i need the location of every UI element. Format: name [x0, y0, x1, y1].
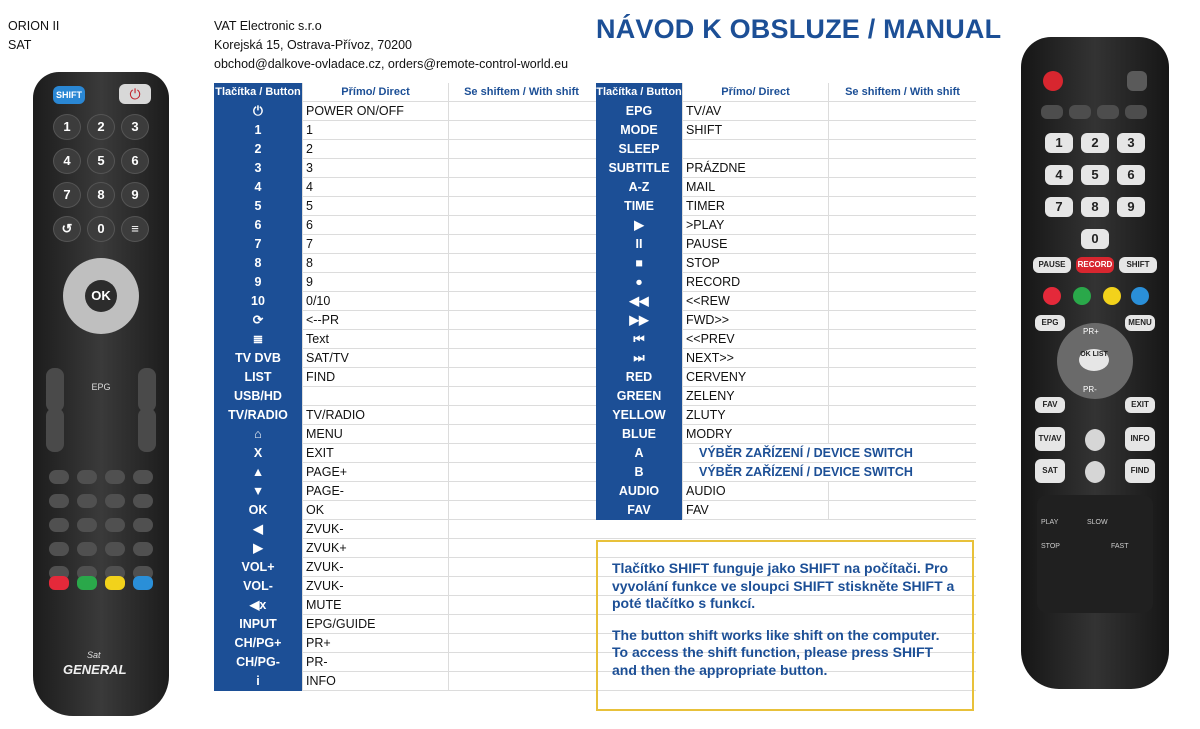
remote-left-image [33, 72, 169, 716]
direct-cell: TIMER [682, 197, 828, 216]
shift-cell [828, 425, 976, 444]
button-cell: INPUT [214, 615, 302, 634]
button-cell: ■ [596, 254, 682, 273]
remote-left-small-key [49, 518, 69, 532]
company-address: Korejská 15, Ostrava-Přívoz, 70200 [214, 38, 413, 52]
shift-cell [448, 653, 594, 672]
direct-cell: FWD>> [682, 311, 828, 330]
button-cell: X [214, 444, 302, 463]
button-cell: ⏻ [214, 102, 302, 121]
remote-right-sat-button: SAT [1035, 459, 1065, 483]
button-cell: VOL- [214, 577, 302, 596]
shift-cell [828, 482, 976, 501]
button-cell: CH/PG+ [214, 634, 302, 653]
table-row [596, 311, 976, 330]
shift-cell [448, 311, 594, 330]
remote-right-fast-label: FAST [1111, 543, 1129, 550]
direct-cell: SAT/TV [302, 349, 448, 368]
button-cell: ⏮ [596, 330, 682, 349]
shift-cell [448, 558, 594, 577]
direct-cell: 1 [302, 121, 448, 140]
remote-right-exit-button: EXIT [1125, 397, 1155, 413]
direct-cell: OK [302, 501, 448, 520]
remote-left-ch-plus [138, 368, 156, 412]
button-cell: i [214, 672, 302, 691]
direct-cell: EXIT [302, 444, 448, 463]
remote-left-small-key [77, 518, 97, 532]
remote-left-key: 7 [53, 182, 81, 208]
shift-cell [828, 102, 976, 121]
remote-left-green-key [77, 576, 97, 590]
direct-cell: <<REW [682, 292, 828, 311]
header-direct: Přímo/ Direct [682, 83, 828, 102]
shift-cell [448, 140, 594, 159]
direct-cell: PRÁZDNE [682, 159, 828, 178]
remote-left-small-key [49, 494, 69, 508]
remote-left-key: 9 [121, 182, 149, 208]
remote-right-play-label: PLAY [1041, 519, 1059, 526]
direct-cell: <--PR [302, 311, 448, 330]
direct-cell: EPG/GUIDE [302, 615, 448, 634]
shift-cell [828, 406, 976, 425]
table-row [596, 463, 976, 482]
table-row [596, 406, 976, 425]
remote-right-key: 5 [1081, 165, 1109, 185]
button-cell: ≣ [214, 330, 302, 349]
shift-cell [448, 102, 594, 121]
table-row [596, 349, 976, 368]
remote-left-key: 5 [87, 148, 115, 174]
remote-left-yellow-key [105, 576, 125, 590]
remote-left-key: 8 [87, 182, 115, 208]
shift-cell [448, 387, 594, 406]
table-row [596, 273, 976, 292]
direct-cell [302, 387, 448, 406]
shift-cell [448, 349, 594, 368]
shift-cell [448, 254, 594, 273]
table-row [596, 330, 976, 349]
direct-cell: FAV [682, 501, 828, 520]
direct-cell: MUTE [302, 596, 448, 615]
button-cell: TIME [596, 197, 682, 216]
header-button: Tlačítka / Button [596, 83, 682, 102]
remote-right-green-key [1073, 287, 1091, 305]
direct-cell: MODRY [682, 425, 828, 444]
direct-cell: <<PREV [682, 330, 828, 349]
remote-right-blue-key [1131, 287, 1149, 305]
direct-cell: ZLUTY [682, 406, 828, 425]
remote-left-key: ≡ [121, 216, 149, 242]
remote-right-shift-button: SHIFT [1119, 257, 1157, 273]
direct-cell: AUDIO [682, 482, 828, 501]
remote-right-epg-button: EPG [1035, 315, 1065, 331]
remote-left-key: ↺ [53, 216, 81, 242]
shift-note [596, 540, 974, 711]
button-cell: 6 [214, 216, 302, 235]
remote-right-slow-label: SLOW [1087, 519, 1108, 526]
button-cell: SLEEP [596, 140, 682, 159]
remote-right-key: 8 [1081, 197, 1109, 217]
header-shift: Se shiftem / With shift [828, 83, 976, 102]
button-cell: BLUE [596, 425, 682, 444]
remote-left-small-key [133, 542, 153, 556]
button-cell: II [596, 235, 682, 254]
direct-cell: ZVUK+ [302, 539, 448, 558]
direct-cell: 7 [302, 235, 448, 254]
direct-cell: 9 [302, 273, 448, 292]
company-email: obchod@dalkove-ovladace.cz, orders@remote-control-world.eu [214, 57, 569, 71]
remote-left-power-icon: ⏻ [119, 84, 151, 104]
button-cell: 4 [214, 178, 302, 197]
table-row [596, 254, 976, 273]
remote-left-epg-label: EPG [91, 382, 111, 392]
button-cell: 7 [214, 235, 302, 254]
direct-cell: TV/AV [682, 102, 828, 121]
shift-cell [448, 577, 594, 596]
direct-cell: Text [302, 330, 448, 349]
remote-left-small-key [49, 470, 69, 484]
remote-right-fn-key [1041, 105, 1063, 119]
shift-cell [448, 615, 594, 634]
shift-cell [448, 273, 594, 292]
remote-right-menu-button: MENU [1125, 315, 1155, 331]
button-cell: TV/RADIO [214, 406, 302, 425]
remote-right-mute-icon [1127, 71, 1147, 91]
remote-left-vol-plus [46, 368, 64, 412]
button-cell: ◀x [214, 596, 302, 615]
shift-cell [828, 349, 976, 368]
remote-left-small-key [133, 494, 153, 508]
remote-right-key: 1 [1045, 133, 1073, 153]
table-row [596, 444, 976, 463]
remote-right-key: 9 [1117, 197, 1145, 217]
direct-cell: ZVUK- [302, 558, 448, 577]
button-cell: 1 [214, 121, 302, 140]
header-direct: Přímo/ Direct [302, 83, 448, 102]
button-cell: 3 [214, 159, 302, 178]
button-cell: SUBTITLE [596, 159, 682, 178]
direct-cell: 4 [302, 178, 448, 197]
button-cell: CH/PG- [214, 653, 302, 672]
button-cell: TV DVB [214, 349, 302, 368]
model-type: SAT [8, 38, 32, 52]
remote-right-key: 2 [1081, 133, 1109, 153]
button-cell: A-Z [596, 178, 682, 197]
shift-cell [448, 482, 594, 501]
direct-cell: PAUSE [682, 235, 828, 254]
header-button: Tlačítka / Button [214, 83, 302, 102]
direct-cell: PAGE- [302, 482, 448, 501]
remote-left-key: 3 [121, 114, 149, 140]
table-row [596, 197, 976, 216]
remote-left-key: 4 [53, 148, 81, 174]
remote-left-small-key [49, 542, 69, 556]
remote-left-small-key [77, 542, 97, 556]
shift-cell [448, 463, 594, 482]
button-cell: ⌂ [214, 425, 302, 444]
shift-cell [448, 235, 594, 254]
shift-note-en: The button shift works like shift on the computer. To access the shift function, please press SHIFT and then the appropriate button. [612, 626, 940, 678]
header-shift: Se shiftem / With shift [448, 83, 594, 102]
remote-right-key: 0 [1081, 229, 1109, 249]
button-cell: VOL+ [214, 558, 302, 577]
remote-right-prplus-label: PR+ [1083, 327, 1099, 336]
direct-cell: PR+ [302, 634, 448, 653]
remote-right-down-key [1085, 461, 1105, 483]
remote-right-fav-button: FAV [1035, 397, 1065, 413]
remote-left-small-key [105, 470, 125, 484]
shift-cell [828, 387, 976, 406]
table-row [596, 216, 976, 235]
remote-left-key: 1 [53, 114, 81, 140]
direct-cell: PR- [302, 653, 448, 672]
remote-left-small-key [133, 518, 153, 532]
table-row [596, 368, 976, 387]
remote-right-tvav-button: TV/AV [1035, 427, 1065, 451]
shift-cell [448, 444, 594, 463]
button-cell: A [596, 444, 682, 463]
direct-cell: INFO [302, 672, 448, 691]
button-cell: AUDIO [596, 482, 682, 501]
remote-right-red-key [1043, 287, 1061, 305]
button-cell: ◀◀ [596, 292, 682, 311]
direct-cell: 2 [302, 140, 448, 159]
remote-left-key: 2 [87, 114, 115, 140]
table-row [214, 520, 976, 539]
remote-right-pause-button: PAUSE [1033, 257, 1071, 273]
remote-right-find-button: FIND [1125, 459, 1155, 483]
button-cell: MODE [596, 121, 682, 140]
shift-cell [828, 501, 976, 520]
remote-left-shift-button: SHIFT [53, 86, 85, 104]
shift-cell [828, 254, 976, 273]
shift-cell [448, 634, 594, 653]
button-cell: B [596, 463, 682, 482]
shift-cell [448, 368, 594, 387]
button-cell: LIST [214, 368, 302, 387]
table-header-row [596, 83, 976, 102]
direct-cell [682, 140, 828, 159]
direct-cell: POWER ON/OFF [302, 102, 448, 121]
shift-cell [828, 178, 976, 197]
shift-cell [448, 121, 594, 140]
remote-left-ch-minus [138, 408, 156, 452]
button-cell: YELLOW [596, 406, 682, 425]
button-cell: FAV [596, 501, 682, 520]
shift-cell [448, 539, 594, 558]
right-table [596, 83, 976, 520]
remote-right-prminus-label: PR- [1083, 385, 1097, 394]
model-name: ORION II [8, 19, 60, 33]
shift-cell [448, 596, 594, 615]
shift-cell [448, 330, 594, 349]
remote-right-yellow-key [1103, 287, 1121, 305]
remote-right-info-button: INFO [1125, 427, 1155, 451]
button-cell: 10 [214, 292, 302, 311]
remote-right-record-button: RECORD [1076, 257, 1114, 273]
shift-cell [828, 159, 976, 178]
table-row [596, 178, 976, 197]
direct-cell: FIND [302, 368, 448, 387]
shift-note-cz: Tlačítko SHIFT funguje jako SHIFT na počítači. Pro vyvolání funkce ve sloupci SHIFT stiskněte SHIFT a poté tlačítko s funkcí. [612, 560, 955, 611]
button-cell: ◀ [214, 520, 302, 539]
remote-right-key: 4 [1045, 165, 1073, 185]
button-cell: ▶ [214, 539, 302, 558]
device-switch-note: VÝBĚR ZAŘÍZENÍ / DEVICE SWITCH [682, 463, 976, 482]
shift-cell [828, 292, 976, 311]
remote-left-red-key [49, 576, 69, 590]
direct-cell: RECORD [682, 273, 828, 292]
remote-right-fn-key [1069, 105, 1091, 119]
remote-right-fn-key [1125, 105, 1147, 119]
remote-left-key: 0 [87, 216, 115, 242]
direct-cell: TV/RADIO [302, 406, 448, 425]
direct-cell: 5 [302, 197, 448, 216]
remote-right-up-key [1085, 429, 1105, 451]
remote-right-power-icon [1043, 71, 1063, 91]
table-row [596, 159, 976, 178]
remote-left-brand-logo: GENERAL [63, 662, 127, 677]
button-cell: EPG [596, 102, 682, 121]
button-cell: ⟳ [214, 311, 302, 330]
remote-right-key: 7 [1045, 197, 1073, 217]
button-cell: ● [596, 273, 682, 292]
direct-cell: ZVUK- [302, 520, 448, 539]
table-row [596, 235, 976, 254]
button-cell: RED [596, 368, 682, 387]
shift-cell [828, 140, 976, 159]
direct-cell: 6 [302, 216, 448, 235]
direct-cell: ZVUK- [302, 577, 448, 596]
table-row [596, 140, 976, 159]
shift-cell [828, 197, 976, 216]
shift-cell [828, 273, 976, 292]
shift-cell [828, 235, 976, 254]
button-cell: 5 [214, 197, 302, 216]
direct-cell: NEXT>> [682, 349, 828, 368]
remote-left-vol-minus [46, 408, 64, 452]
shift-cell [448, 406, 594, 425]
direct-cell: >PLAY [682, 216, 828, 235]
direct-cell: CERVENY [682, 368, 828, 387]
page-title: NÁVOD K OBSLUZE / MANUAL [596, 14, 1002, 44]
button-cell: GREEN [596, 387, 682, 406]
button-cell: 8 [214, 254, 302, 273]
shift-cell [828, 311, 976, 330]
remote-left-small-key [105, 494, 125, 508]
remote-left-small-key [133, 470, 153, 484]
remote-right-oklist-button: OK LIST [1079, 349, 1109, 371]
remote-left-key: 6 [121, 148, 149, 174]
table-row [596, 292, 976, 311]
direct-cell: 0/10 [302, 292, 448, 311]
shift-cell [448, 178, 594, 197]
direct-cell: 8 [302, 254, 448, 273]
device-switch-note: VÝBĚR ZAŘÍZENÍ / DEVICE SWITCH [682, 444, 976, 463]
shift-cell [448, 672, 594, 691]
direct-cell: PAGE+ [302, 463, 448, 482]
company-name: VAT Electronic s.r.o [214, 19, 322, 33]
shift-cell [448, 159, 594, 178]
table-row [596, 121, 976, 140]
shift-cell [828, 330, 976, 349]
table-row [596, 387, 976, 406]
shift-cell [448, 216, 594, 235]
shift-cell [828, 368, 976, 387]
shift-cell [448, 520, 594, 539]
remote-right-stop-label: STOP [1041, 543, 1060, 550]
shift-cell [828, 216, 976, 235]
direct-cell: MAIL [682, 178, 828, 197]
button-cell: ▶ [596, 216, 682, 235]
button-cell: USB/HD [214, 387, 302, 406]
remote-left-ok-button: OK [85, 280, 117, 312]
button-cell: OK [214, 501, 302, 520]
remote-right-fn-key [1097, 105, 1119, 119]
table-row [596, 501, 976, 520]
remote-left-small-key [105, 518, 125, 532]
direct-cell: STOP [682, 254, 828, 273]
table-row [596, 482, 976, 501]
button-cell: ▲ [214, 463, 302, 482]
shift-cell [448, 425, 594, 444]
table-row [596, 102, 976, 121]
table-row [596, 425, 976, 444]
remote-right-image [1021, 37, 1169, 689]
direct-cell: SHIFT [682, 121, 828, 140]
remote-right-transport-panel [1037, 495, 1153, 613]
shift-cell [448, 292, 594, 311]
button-cell: 9 [214, 273, 302, 292]
shift-cell [448, 197, 594, 216]
remote-right-key: 6 [1117, 165, 1145, 185]
remote-left-brand-sub: Sat [87, 650, 101, 660]
button-cell: ▶▶ [596, 311, 682, 330]
direct-cell: 3 [302, 159, 448, 178]
button-cell: ⏭ [596, 349, 682, 368]
shift-cell [828, 121, 976, 140]
button-cell: ▼ [214, 482, 302, 501]
button-cell: 2 [214, 140, 302, 159]
direct-cell: ZELENY [682, 387, 828, 406]
remote-right-key: 3 [1117, 133, 1145, 153]
remote-left-small-key [77, 494, 97, 508]
shift-cell [448, 501, 594, 520]
direct-cell: MENU [302, 425, 448, 444]
remote-left-small-key [77, 470, 97, 484]
remote-left-blue-key [133, 576, 153, 590]
remote-left-small-key [105, 542, 125, 556]
